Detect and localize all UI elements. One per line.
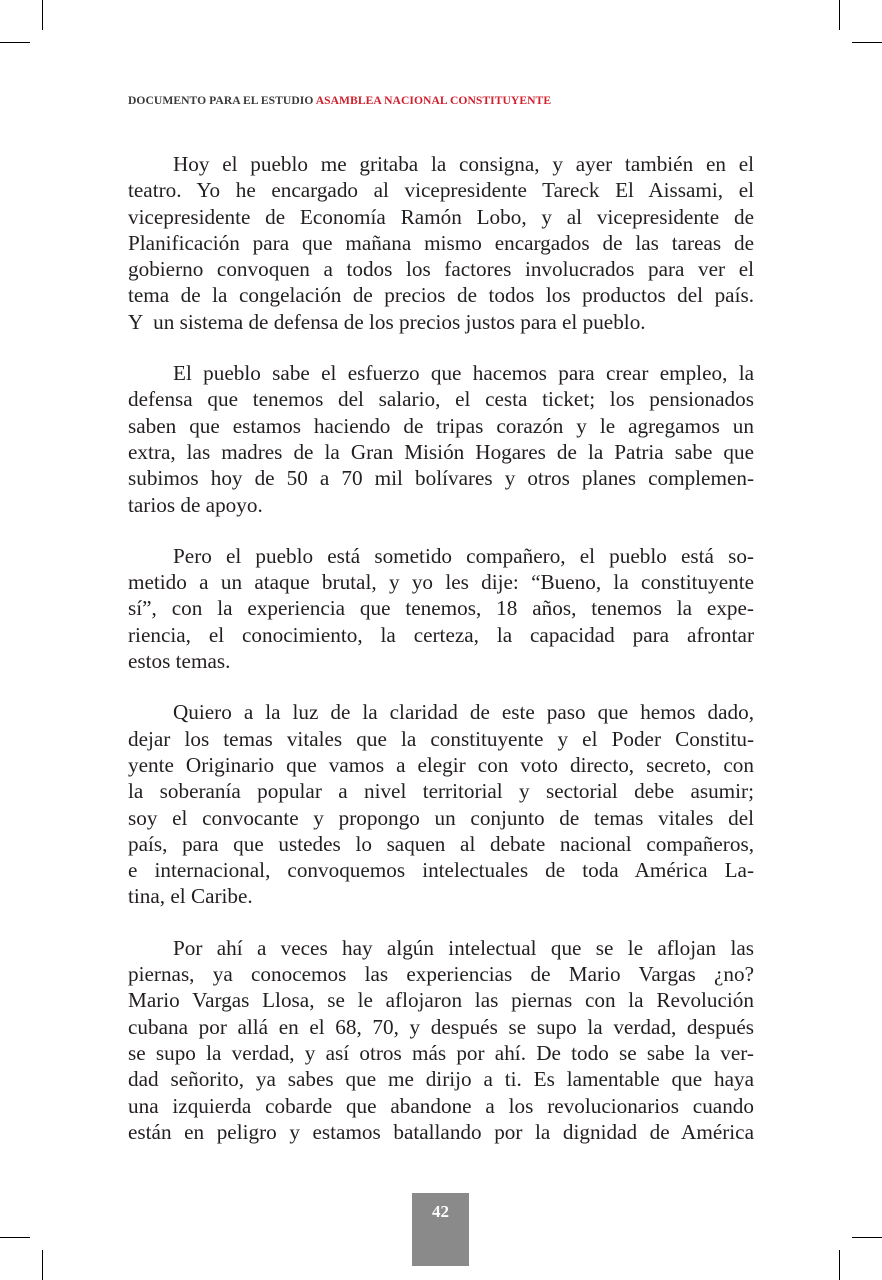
paragraph-3 [128, 543, 754, 674]
text-line: vicepresidente de Economía Ramón Lobo, y al vicepresidente de [128, 204, 754, 229]
text-line: Hoy el pueblo me gritaba la consigna, y ayer también en el [173, 152, 754, 176]
text-line: se supo la verdad, y así otros más por ahí. De todo se sabe la ver- [128, 1040, 754, 1065]
text-line: Quiero a la luz de la claridad de este paso que hemos dado, [173, 700, 754, 725]
text-line: Pero el pueblo está sometido compañero, el pueblo está so- [173, 543, 754, 568]
crop-mark-bottom-right-vertical [839, 1250, 840, 1280]
crop-mark-top-left-horizontal [0, 42, 30, 43]
crop-mark-bottom-right-horizontal [852, 1237, 882, 1238]
text-line: Planificación para que mañana mismo encargados de las tareas de [128, 230, 754, 255]
text-line: yente Originario que vamos a elegir con voto directo, secreto, con [128, 752, 754, 777]
text-line: tarios de apoyo. [128, 492, 263, 517]
text-line: riencia, el conocimiento, la certeza, la capacidad para afrontar [128, 622, 754, 647]
crop-mark-top-right-vertical [839, 0, 840, 30]
page-number: 42 [432, 1202, 449, 1221]
text-line: una izquierda cobarde que abandone a los revolucionarios cuando [128, 1093, 754, 1118]
text-line: cubana por allá en el 68, 70, y después se supo la verdad, después [128, 1014, 754, 1039]
text-line: la soberanía popular a nivel territorial y sectorial debe asumir; [128, 779, 754, 804]
text-line: piernas, ya conocemos las experiencias de Mario Vargas ¿no? [128, 962, 754, 987]
text-line: tina, el Caribe. [128, 884, 253, 909]
text-line: extra, las madres de la Gran Misión Hogares de la Patria sabe que [128, 439, 754, 464]
paragraph-1 [128, 151, 754, 335]
text-line: defensa que tenemos del salario, el cesta ticket; los pensionados [128, 387, 754, 412]
running-header-accent: ASAMBLEA NACIONAL CONSTITUYENTE [315, 94, 552, 107]
running-header-prefix: DOCUMENTO PARA EL ESTUDIO [128, 94, 316, 107]
text-line: Y un sistema de defensa de los precios justos para el pueblo. [128, 309, 646, 334]
text-line: teatro. Yo he encargado al vicepresidente Tareck El Aissami, el [128, 178, 754, 203]
text-line: soy el convocante y propongo un conjunto de temas vitales del [128, 805, 754, 830]
crop-mark-bottom-left-vertical [42, 1250, 43, 1280]
paragraph-5 [128, 935, 754, 1145]
crop-mark-top-right-horizontal [852, 42, 882, 43]
text-line: saben que estamos haciendo de tripas corazón y le agregamos un [128, 413, 754, 438]
crop-mark-top-left-vertical [42, 0, 43, 30]
text-line: Por ahí a veces hay algún intelectual que se le aflojan las [173, 935, 754, 960]
running-header [128, 94, 551, 107]
text-line: metido a un ataque brutal, y yo les dije: “Bueno, la constituyente [128, 570, 754, 595]
text-line: gobierno convoquen a todos los factores involucrados para ver el [128, 257, 754, 282]
text-line: estos temas. [128, 649, 231, 674]
paragraph-4 [128, 699, 754, 909]
page-number-box [412, 1193, 469, 1266]
crop-mark-bottom-left-horizontal [0, 1237, 30, 1238]
paragraph-2 [128, 360, 754, 518]
text-line: sí”, con la experiencia que tenemos, 18 años, tenemos la expe- [128, 596, 754, 621]
text-line: e internacional, convoquemos intelectuales de toda América La- [128, 858, 754, 883]
text-line: tema de la congelación de precios de todos los productos del país. [128, 283, 754, 308]
text-line: dejar los temas vitales que la constituyente y el Poder Constitu- [128, 726, 754, 751]
text-line: subimos hoy de 50 a 70 mil bolívares y otros planes complemen- [128, 466, 754, 491]
body-text [128, 151, 754, 1170]
text-line: están en peligro y estamos batallando por la dignidad de América [128, 1119, 754, 1144]
text-line: país, para que ustedes lo saquen al debate nacional compañeros, [128, 831, 754, 856]
text-line: dad señorito, ya sabes que me dirijo a ti. Es lamentable que haya [128, 1067, 754, 1092]
text-line: Mario Vargas Llosa, se le aflojaron las piernas con la Revolución [128, 988, 754, 1013]
text-line: El pueblo sabe el esfuerzo que hacemos para crear empleo, la [173, 361, 754, 386]
